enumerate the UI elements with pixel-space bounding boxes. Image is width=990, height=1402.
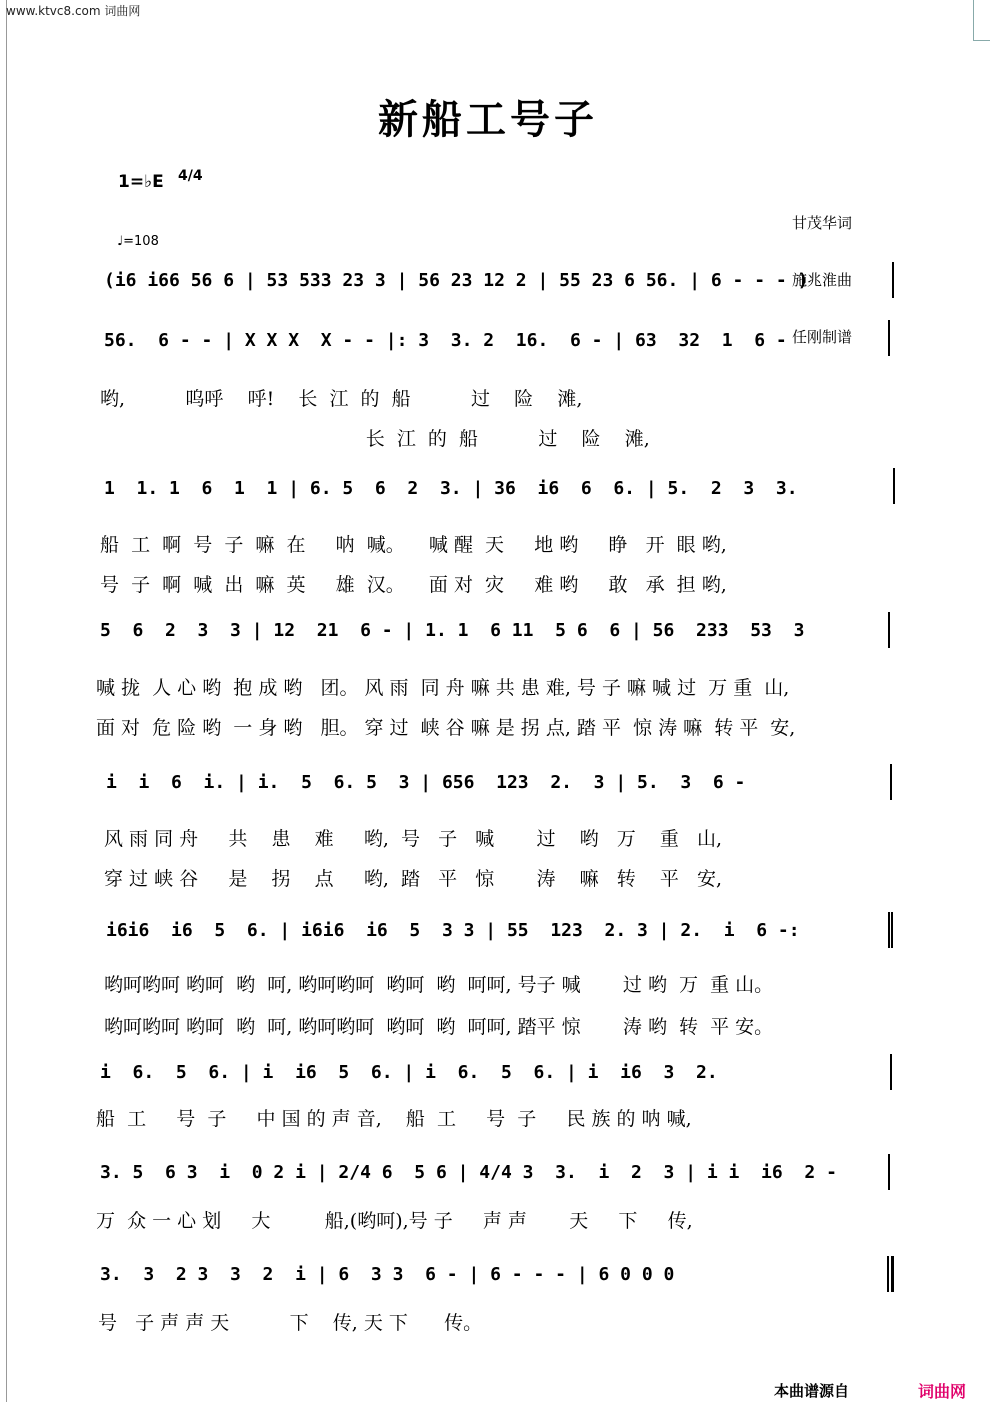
- credit-composer: 施兆淮曲: [792, 271, 853, 289]
- key-signature: 1=♭E: [118, 172, 164, 192]
- lyric-line-3: 船 工 啊 号 子 嘛 在 呐 喊。 喊 醒 天 地 哟 睁 开 眼 哟,: [100, 534, 727, 556]
- credit-lyricist: 甘茂华词: [792, 214, 853, 232]
- footer-brand-logo[interactable]: 词曲网: [918, 1382, 967, 1401]
- lyric-line-1: 哟, 呜呼 呼! 长 江 的 船 过 险 滩,: [100, 388, 583, 410]
- barline-end: [890, 764, 892, 800]
- barline-final: [887, 1256, 889, 1292]
- left-frame-border: [0, 0, 7, 1402]
- watermark: www.ktvc8.com 词曲网: [6, 4, 141, 18]
- lyric-line-8: 穿 过 峡 谷 是 拐 点 哟, 踏 平 惊 涛 嘛 转 平 安,: [104, 868, 723, 890]
- notation-line-8: 3. 5 6 3 i 0 2 i | 2/4 6 5 6 | 4/4 3 3. i 2 3 | i i i6 2 -: [100, 1162, 837, 1183]
- notation-line-9: 3. 3 2 3 3 2 i | 6 3 3 6 - | 6 - - - | 6 0 0 0: [100, 1264, 675, 1285]
- lyric-line-4: 号 子 啊 喊 出 嘛 英 雄 汉。 面 对 灾 难 哟 敢 承 担 哟,: [100, 574, 727, 596]
- barline-end: [893, 468, 895, 504]
- notation-line-4: 5 6 2 3 3 | 12 21 6 - | 1. 1 6 11 5 6 6 | 56 233 53 3: [100, 620, 805, 641]
- barline-final: [891, 1256, 894, 1292]
- lyric-line-9: 哟呵哟呵 哟呵 哟 呵, 哟呵哟呵 哟呵 哟 呵呵, 号子 喊 过 哟 万 重 山。: [104, 974, 774, 996]
- corner-widget: [973, 0, 990, 41]
- notation-line-6: i6i6 i6 5 6. | i6i6 i6 5 3 3 | 55 123 2. 3 | 2. i 6 -:: [106, 920, 800, 941]
- barline-end: [888, 912, 890, 948]
- barline-end: [892, 262, 894, 298]
- time-signature: 4/4: [178, 168, 203, 184]
- notation-line-5: i i 6 i. | i. 5 6. 5 3 | 656 123 2. 3 | 5. 3 6 -: [106, 772, 746, 793]
- barline-end: [888, 320, 890, 356]
- lyric-line-13: 号 子 声 声 天 下 传, 天 下 传。: [98, 1312, 483, 1334]
- lyric-line-10: 哟呵哟呵 哟呵 哟 呵, 哟呵哟呵 哟呵 哟 呵呵, 踏平 惊 涛 哟 转 平 安。: [104, 1016, 774, 1038]
- lyric-line-5: 喊 拢 人 心 哟 抱 成 哟 团。 风 雨 同 舟 嘛 共 患 难, 号 子 嘛 喊 过 万 重 山,: [96, 677, 790, 699]
- lyric-line-7: 风 雨 同 舟 共 患 难 哟, 号 子 喊 过 哟 万 重 山,: [104, 828, 723, 850]
- notation-line-3: 1 1. 1 6 1 1 | 6. 5 6 2 3. | 36 i6 6 6. | 5. 2 3 3.: [104, 478, 798, 499]
- footer-source-label: 本曲谱源自: [774, 1382, 850, 1400]
- notation-line-1: (i6 i66 56 6 | 53 533 23 3 | 56 23 12 2 | 55 23 6 56. | 6 - - - ): [104, 270, 809, 291]
- barline-end: [888, 1154, 890, 1190]
- page-title: 新船工号子: [378, 96, 598, 143]
- notation-line-7: i 6. 5 6. | i i6 5 6. | i 6. 5 6. | i i6 3 2.: [100, 1062, 718, 1083]
- barline-end: [891, 912, 893, 948]
- notation-line-2: 56. 6 - - | X X X X - - |: 3 3. 2 16. 6 - | 63 32 1 6 -: [104, 330, 787, 351]
- lyric-line-2: 长 江 的 船 过 险 滩,: [100, 428, 650, 450]
- lyric-line-6: 面 对 危 险 哟 一 身 哟 胆。 穿 过 峡 谷 嘛 是 拐 点, 踏 平 惊 涛 嘛 转 平 安,: [96, 717, 796, 739]
- tempo-marking: ♩=108: [117, 234, 159, 249]
- barline-end: [888, 612, 890, 648]
- lyric-line-12: 万 众 一 心 划 大 船,(哟呵),号 子 声 声 天 下 传,: [96, 1210, 693, 1232]
- lyric-line-11: 船 工 号 子 中 国 的 声 音, 船 工 号 子 民 族 的 呐 喊,: [96, 1108, 692, 1130]
- credit-engraver: 任刚制谱: [792, 328, 853, 346]
- barline-end: [890, 1054, 892, 1090]
